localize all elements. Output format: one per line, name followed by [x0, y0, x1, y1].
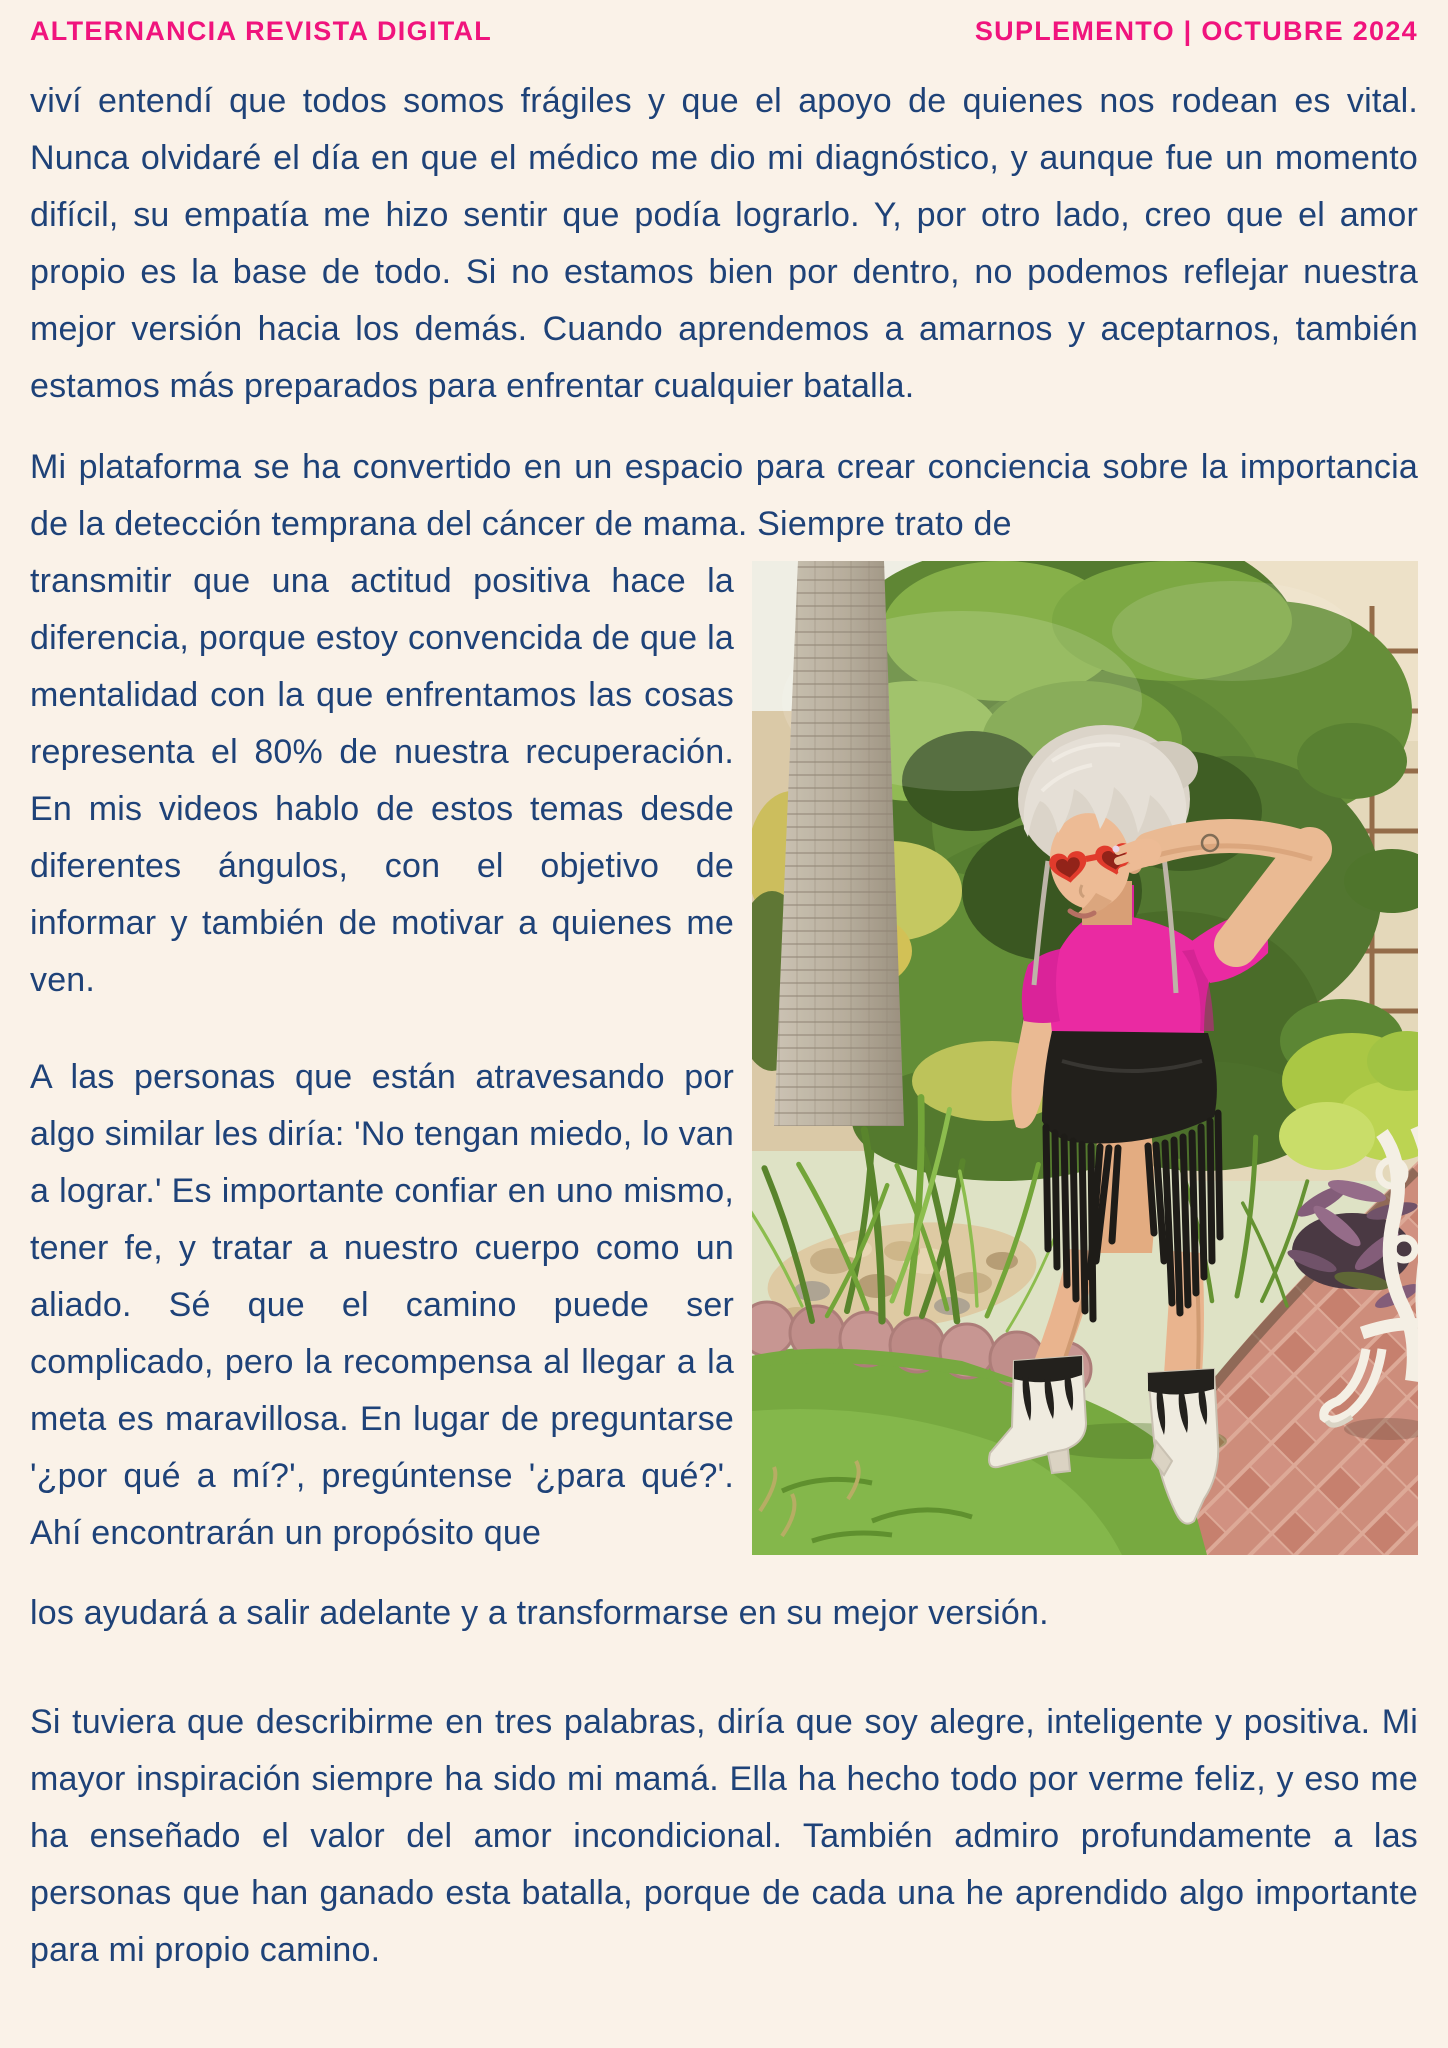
- paragraph-wrap-1: transmitir que una actitud positiva hace la diferencia, porque estoy convencida de que la mentalidad con la que enfrentamos las cosas representa el 80% de nuestra recuperación. En mis videos hablo de estos temas desde diferentes ángulos, con el objetivo de informar y también de motivar a quienes me ven.: [30, 562, 734, 999]
- issue-label: SUPLEMENTO | OCTUBRE 2024: [974, 16, 1418, 46]
- paragraph-wrap-2: A las personas que están atravesando por algo similar les diría: 'No tengan miedo, lo van a lograr.' Es importante confiar en uno mismo, tener fe, y tratar a nuestro cuerpo como un aliado. Sé que el camino puede ser complicado, pero la recompensa al llegar a la meta es maravillosa. En lugar de preguntarse '¿por qué a mí?', pregúntense '¿para qué?'. Ahí encontrarán un propósito que: [30, 1058, 734, 1552]
- light-wash: [752, 561, 1418, 1555]
- paragraph-intro-1: viví entendí que todos somos frágiles y que el apoyo de quienes nos rodean es vital. Nunca olvidaré el día en que el médico me dio mi diagnóstico, y aunque fue un momento difícil, su empatía me hizo sentir que podía lograrlo. Y, por otro lado, creo que el amor propio es la base de todo. Si no estamos bien por dentro, no podemos reflejar nuestra mejor versión hacia los demás. Cuando aprendemos a amarnos y aceptarnos, también estamos más preparados para enfrentar cualquier batalla.: [30, 82, 1418, 405]
- brand-title: ALTERNANCIA REVISTA DIGITAL: [30, 16, 493, 46]
- photo-wrap-section: [30, 553, 1418, 1562]
- paragraph-intro-2: Mi plataforma se ha convertido en un espacio para crear conciencia sobre la importancia de la detección temprana del cáncer de mama. Siempre trato de: [30, 448, 1418, 543]
- paragraph-closing: Si tuviera que describirme en tres palabras, diría que soy alegre, inteligente y positiva. Mi mayor inspiración siempre ha sido mi mamá. Ella ha hecho todo por verme feliz, y eso me ha enseñado el valor del amor incondicional. También admiro profundamente a las personas que han ganado esta batalla, porque de cada una he aprendido algo importante para mi propio camino.: [30, 1703, 1418, 1969]
- article-photo: [752, 561, 1418, 1555]
- article-body: [30, 73, 1418, 1979]
- masthead: [30, 16, 1418, 47]
- paragraph-after-photo: los ayudará a salir adelante y a transformarse en su mejor versión.: [30, 1594, 1049, 1632]
- garden-portrait-illustration: [752, 561, 1418, 1555]
